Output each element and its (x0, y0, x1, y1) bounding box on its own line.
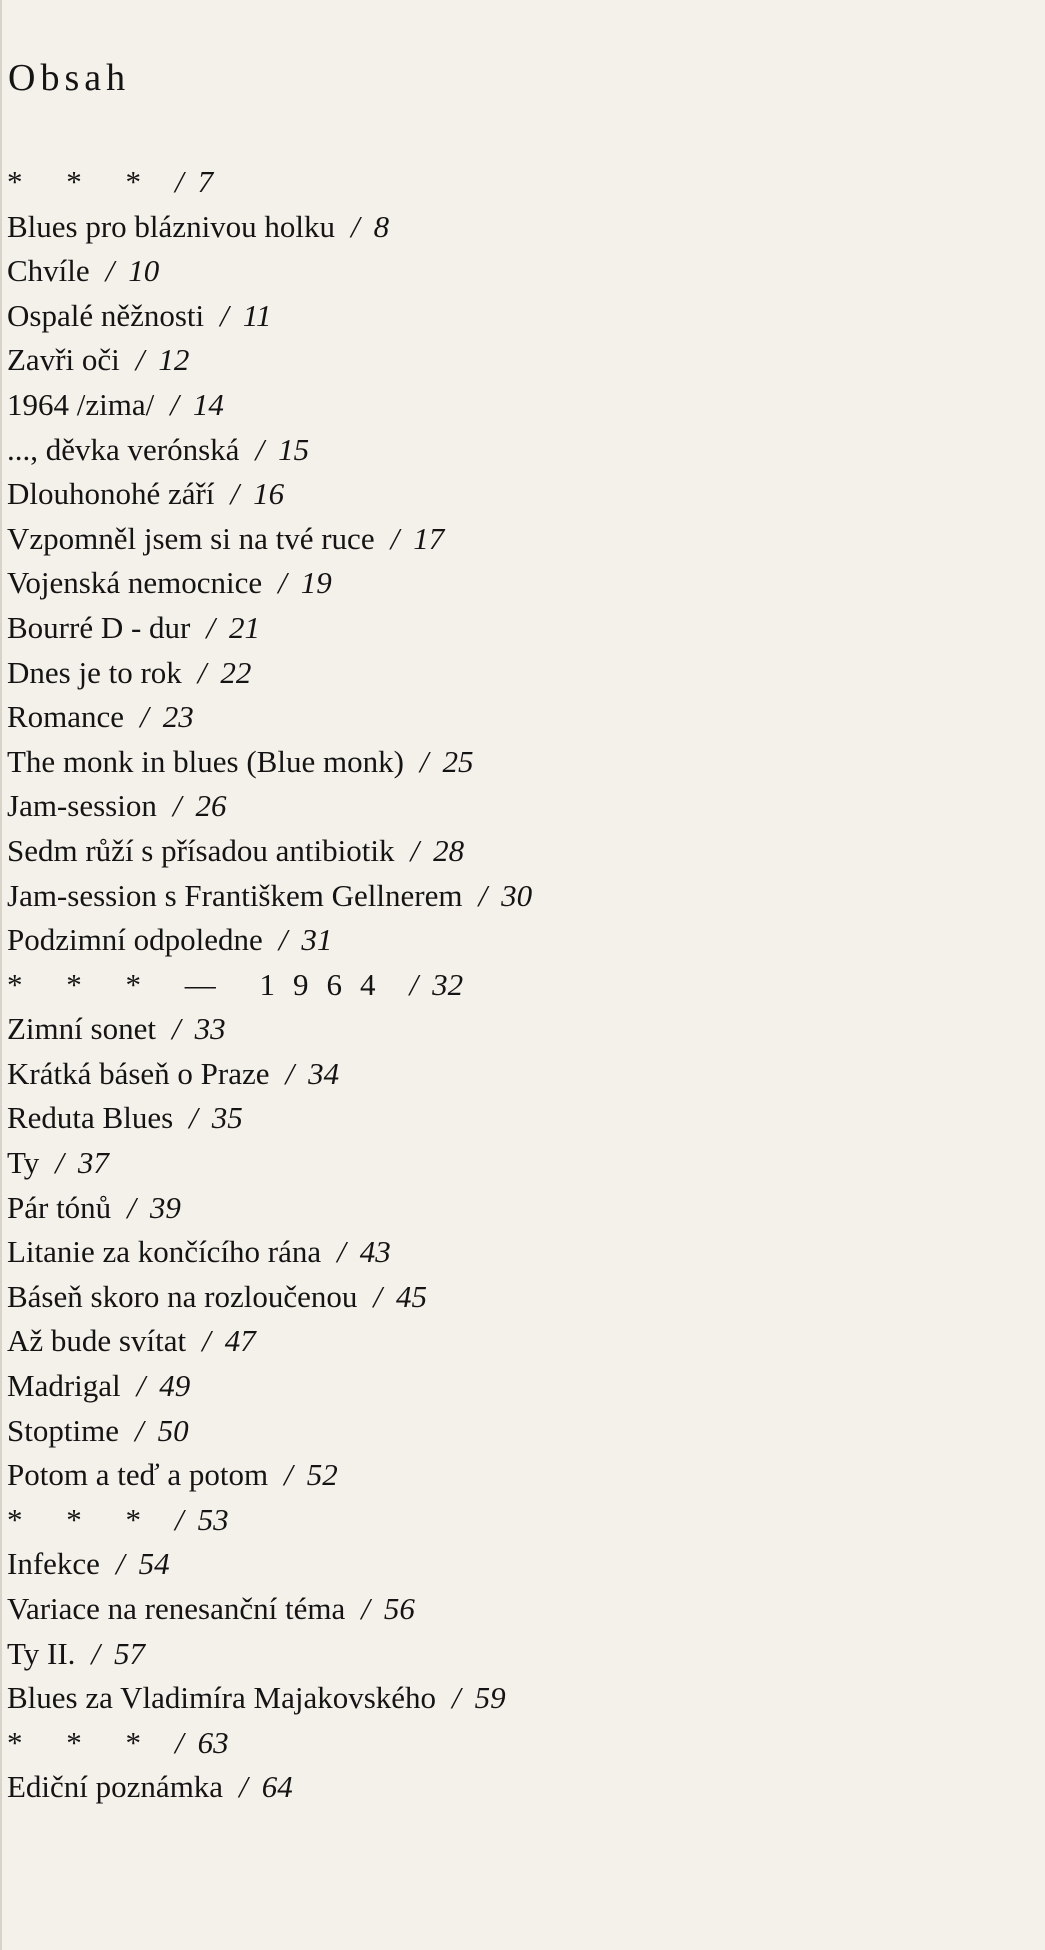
toc-entry (7, 1587, 532, 1632)
toc-page-number: 54 (138, 1546, 170, 1582)
toc-separator: / (175, 1724, 184, 1760)
toc-page-number: 47 (224, 1323, 256, 1359)
toc-entry (7, 561, 532, 606)
toc-entry (7, 1096, 532, 1141)
toc-separator: / (134, 1412, 144, 1448)
toc-entry (7, 1052, 532, 1097)
toc-page-number: 64 (261, 1769, 293, 1805)
toc-page-number: 30 (501, 877, 533, 913)
toc-page-number: 50 (157, 1412, 189, 1448)
toc-entry-title: * * * (7, 1501, 159, 1537)
toc-separator: / (278, 922, 288, 958)
toc-separator: / (239, 1769, 248, 1805)
toc-entry (7, 740, 532, 785)
toc-separator: / (135, 342, 145, 378)
toc-entry-title: Blues za Vladimíra Majakovského (7, 1680, 437, 1716)
toc-entry (7, 428, 532, 473)
toc-entry-title: Dlouhonohé září (7, 476, 215, 512)
toc-entry (7, 294, 532, 339)
toc-separator: / (351, 208, 360, 244)
toc-entry-title: ..., děvka verónská (7, 431, 240, 467)
toc-page-number: 22 (220, 654, 252, 690)
toc-separator: / (410, 832, 420, 868)
page-edge (0, 0, 2, 1950)
toc-page-number: 45 (396, 1278, 427, 1314)
toc-separator: / (197, 654, 207, 690)
toc-page-number: 56 (383, 1591, 415, 1626)
toc-separator: / (278, 565, 287, 601)
toc-page-number: 15 (278, 431, 310, 467)
toc-page-number: 21 (229, 609, 260, 645)
toc-entry (7, 205, 532, 250)
toc-entry-title: Ediční poznámka (7, 1769, 224, 1805)
toc-entry-title: Ty (7, 1145, 40, 1181)
toc-separator: / (390, 520, 400, 556)
toc-entry (7, 918, 532, 963)
toc-entry (7, 1007, 532, 1052)
toc-entry-title: Variace na renesanční téma (7, 1591, 346, 1626)
toc-entry (7, 338, 532, 383)
toc-entry (7, 695, 532, 740)
toc-entry (7, 472, 532, 517)
toc-entry (7, 1230, 532, 1275)
toc-entry (7, 160, 532, 205)
toc-separator: / (170, 386, 179, 422)
toc-entry (7, 1409, 532, 1454)
toc-entry (7, 1141, 532, 1186)
toc-page-number: 12 (158, 342, 190, 378)
toc-entry-title: Krátká báseň o Praze (7, 1055, 270, 1091)
toc-entry (7, 1632, 532, 1677)
toc-entry (7, 829, 532, 874)
toc-page-number: 26 (195, 788, 227, 824)
toc-entry (7, 606, 532, 651)
toc-entry-title: Dnes je to rok (7, 654, 182, 690)
toc-page-number: 31 (301, 922, 333, 958)
toc-entry-title: The monk in blues (Blue monk) (7, 743, 404, 779)
toc-entry-title: * * * — 1964 (7, 966, 394, 1002)
toc-entry-title: Vzpomněl jsem si na tvé ruce (7, 520, 375, 556)
toc-entry-title: Bourré D - dur (7, 609, 191, 645)
toc-entry-title: Madrigal (7, 1368, 121, 1404)
toc-page-number: 16 (253, 476, 285, 512)
toc-entry-title: Ospalé něžnosti (7, 297, 205, 333)
toc-entry-title: Zavři oči (7, 342, 120, 378)
toc-separator: / (171, 1011, 181, 1047)
toc-page-number: 34 (308, 1055, 340, 1091)
toc-entry (7, 1453, 532, 1498)
toc-separator: / (189, 1100, 198, 1136)
toc-entry (7, 1319, 532, 1364)
toc-entry (7, 784, 532, 829)
toc-page-number: 43 (359, 1234, 391, 1270)
toc-separator: / (55, 1145, 64, 1181)
toc-entry-title: Chvíle (7, 253, 90, 289)
toc-entry (7, 249, 532, 294)
toc-page-number: 63 (197, 1724, 229, 1760)
toc-entry-title: * * * (7, 164, 159, 199)
toc-page-number: 28 (433, 832, 465, 868)
toc-separator: / (140, 699, 149, 735)
toc-separator: / (373, 1278, 382, 1314)
toc-entry (7, 1364, 532, 1409)
toc-entry-title: Blues pro bláznivou holku (7, 208, 336, 244)
toc-separator: / (115, 1546, 125, 1582)
toc-page-number: 8 (373, 208, 390, 244)
toc-page-number: 7 (197, 164, 214, 199)
toc-separator: / (409, 966, 419, 1002)
toc-separator: / (452, 1680, 461, 1716)
toc-entry-title: Zimní sonet (7, 1011, 156, 1047)
toc-separator: / (285, 1055, 295, 1091)
toc-page-number: 49 (159, 1368, 191, 1404)
toc-entry-title: Stoptime (7, 1412, 119, 1448)
toc-separator: / (172, 788, 182, 824)
toc-separator: / (136, 1368, 146, 1404)
toc-entry-title: Sedm růží s přísadou antibiotik (7, 832, 395, 868)
toc-entry-title: Jam-session (7, 788, 157, 824)
toc-entry (7, 1721, 532, 1766)
toc-entry-title: Pár tónů (7, 1189, 112, 1225)
toc-separator: / (175, 1501, 184, 1537)
toc-page-number: 52 (306, 1457, 338, 1493)
toc-entry (7, 1765, 532, 1810)
toc-entry (7, 517, 532, 562)
toc-page-number: 37 (77, 1145, 109, 1181)
toc-entry (7, 651, 532, 696)
toc-page-number: 57 (114, 1635, 146, 1671)
toc-entry-title: Báseň skoro na rozloučenou (7, 1278, 358, 1314)
toc-entry-title: Až bude svítat (7, 1323, 187, 1359)
toc-entry-title: 1964 /zima/ (7, 386, 155, 422)
toc-entry-title: Ty II. (7, 1635, 76, 1671)
toc-separator: / (284, 1457, 293, 1493)
toc-page-number: 33 (194, 1011, 226, 1047)
toc-entry-title: Jam-session s Františkem Gellnerem (7, 877, 463, 913)
toc-entry-title: Litanie za končícího rána (7, 1234, 322, 1270)
toc-separator: / (419, 743, 429, 779)
toc-page-number: 35 (211, 1100, 243, 1136)
page-title: Obsah (8, 57, 131, 99)
table-of-contents (7, 160, 532, 1810)
toc-page-number: 25 (442, 743, 474, 779)
toc-separator: / (202, 1323, 211, 1359)
toc-page-number: 39 (149, 1189, 181, 1225)
toc-separator: / (230, 476, 240, 512)
toc-entry (7, 1542, 532, 1587)
toc-entry (7, 1275, 532, 1320)
toc-separator: / (478, 877, 488, 913)
toc-separator: / (220, 297, 229, 333)
toc-entry (7, 874, 532, 919)
toc-entry-title: Vojenská nemocnice (7, 565, 263, 601)
toc-page-number: 59 (474, 1680, 506, 1716)
toc-entry (7, 383, 532, 428)
toc-entry (7, 1498, 532, 1543)
toc-separator: / (337, 1234, 346, 1270)
toc-entry (7, 963, 532, 1008)
toc-separator: / (91, 1635, 101, 1671)
toc-entry-title: Reduta Blues (7, 1100, 174, 1136)
toc-page-number: 14 (192, 386, 224, 422)
toc-separator: / (361, 1591, 370, 1626)
toc-page-number: 32 (432, 966, 464, 1002)
toc-separator: / (127, 1189, 136, 1225)
toc-entry-title: * * * (7, 1724, 159, 1760)
toc-separator: / (105, 253, 115, 289)
toc-page-number: 11 (242, 297, 272, 333)
toc-page-number: 10 (128, 253, 160, 289)
toc-page-number: 19 (300, 565, 332, 601)
toc-page-number: 53 (197, 1501, 229, 1537)
toc-separator: / (206, 609, 215, 645)
toc-separator: / (175, 164, 184, 199)
toc-entry-title: Romance (7, 699, 125, 735)
toc-entry (7, 1676, 532, 1721)
toc-separator: / (255, 431, 265, 467)
toc-page-number: 23 (162, 699, 194, 735)
toc-entry-title: Infekce (7, 1546, 100, 1582)
toc-entry-title: Potom a teď a potom (7, 1457, 269, 1493)
toc-entry (7, 1186, 532, 1231)
toc-page-number: 17 (413, 520, 445, 556)
toc-entry-title: Podzimní odpoledne (7, 922, 263, 958)
